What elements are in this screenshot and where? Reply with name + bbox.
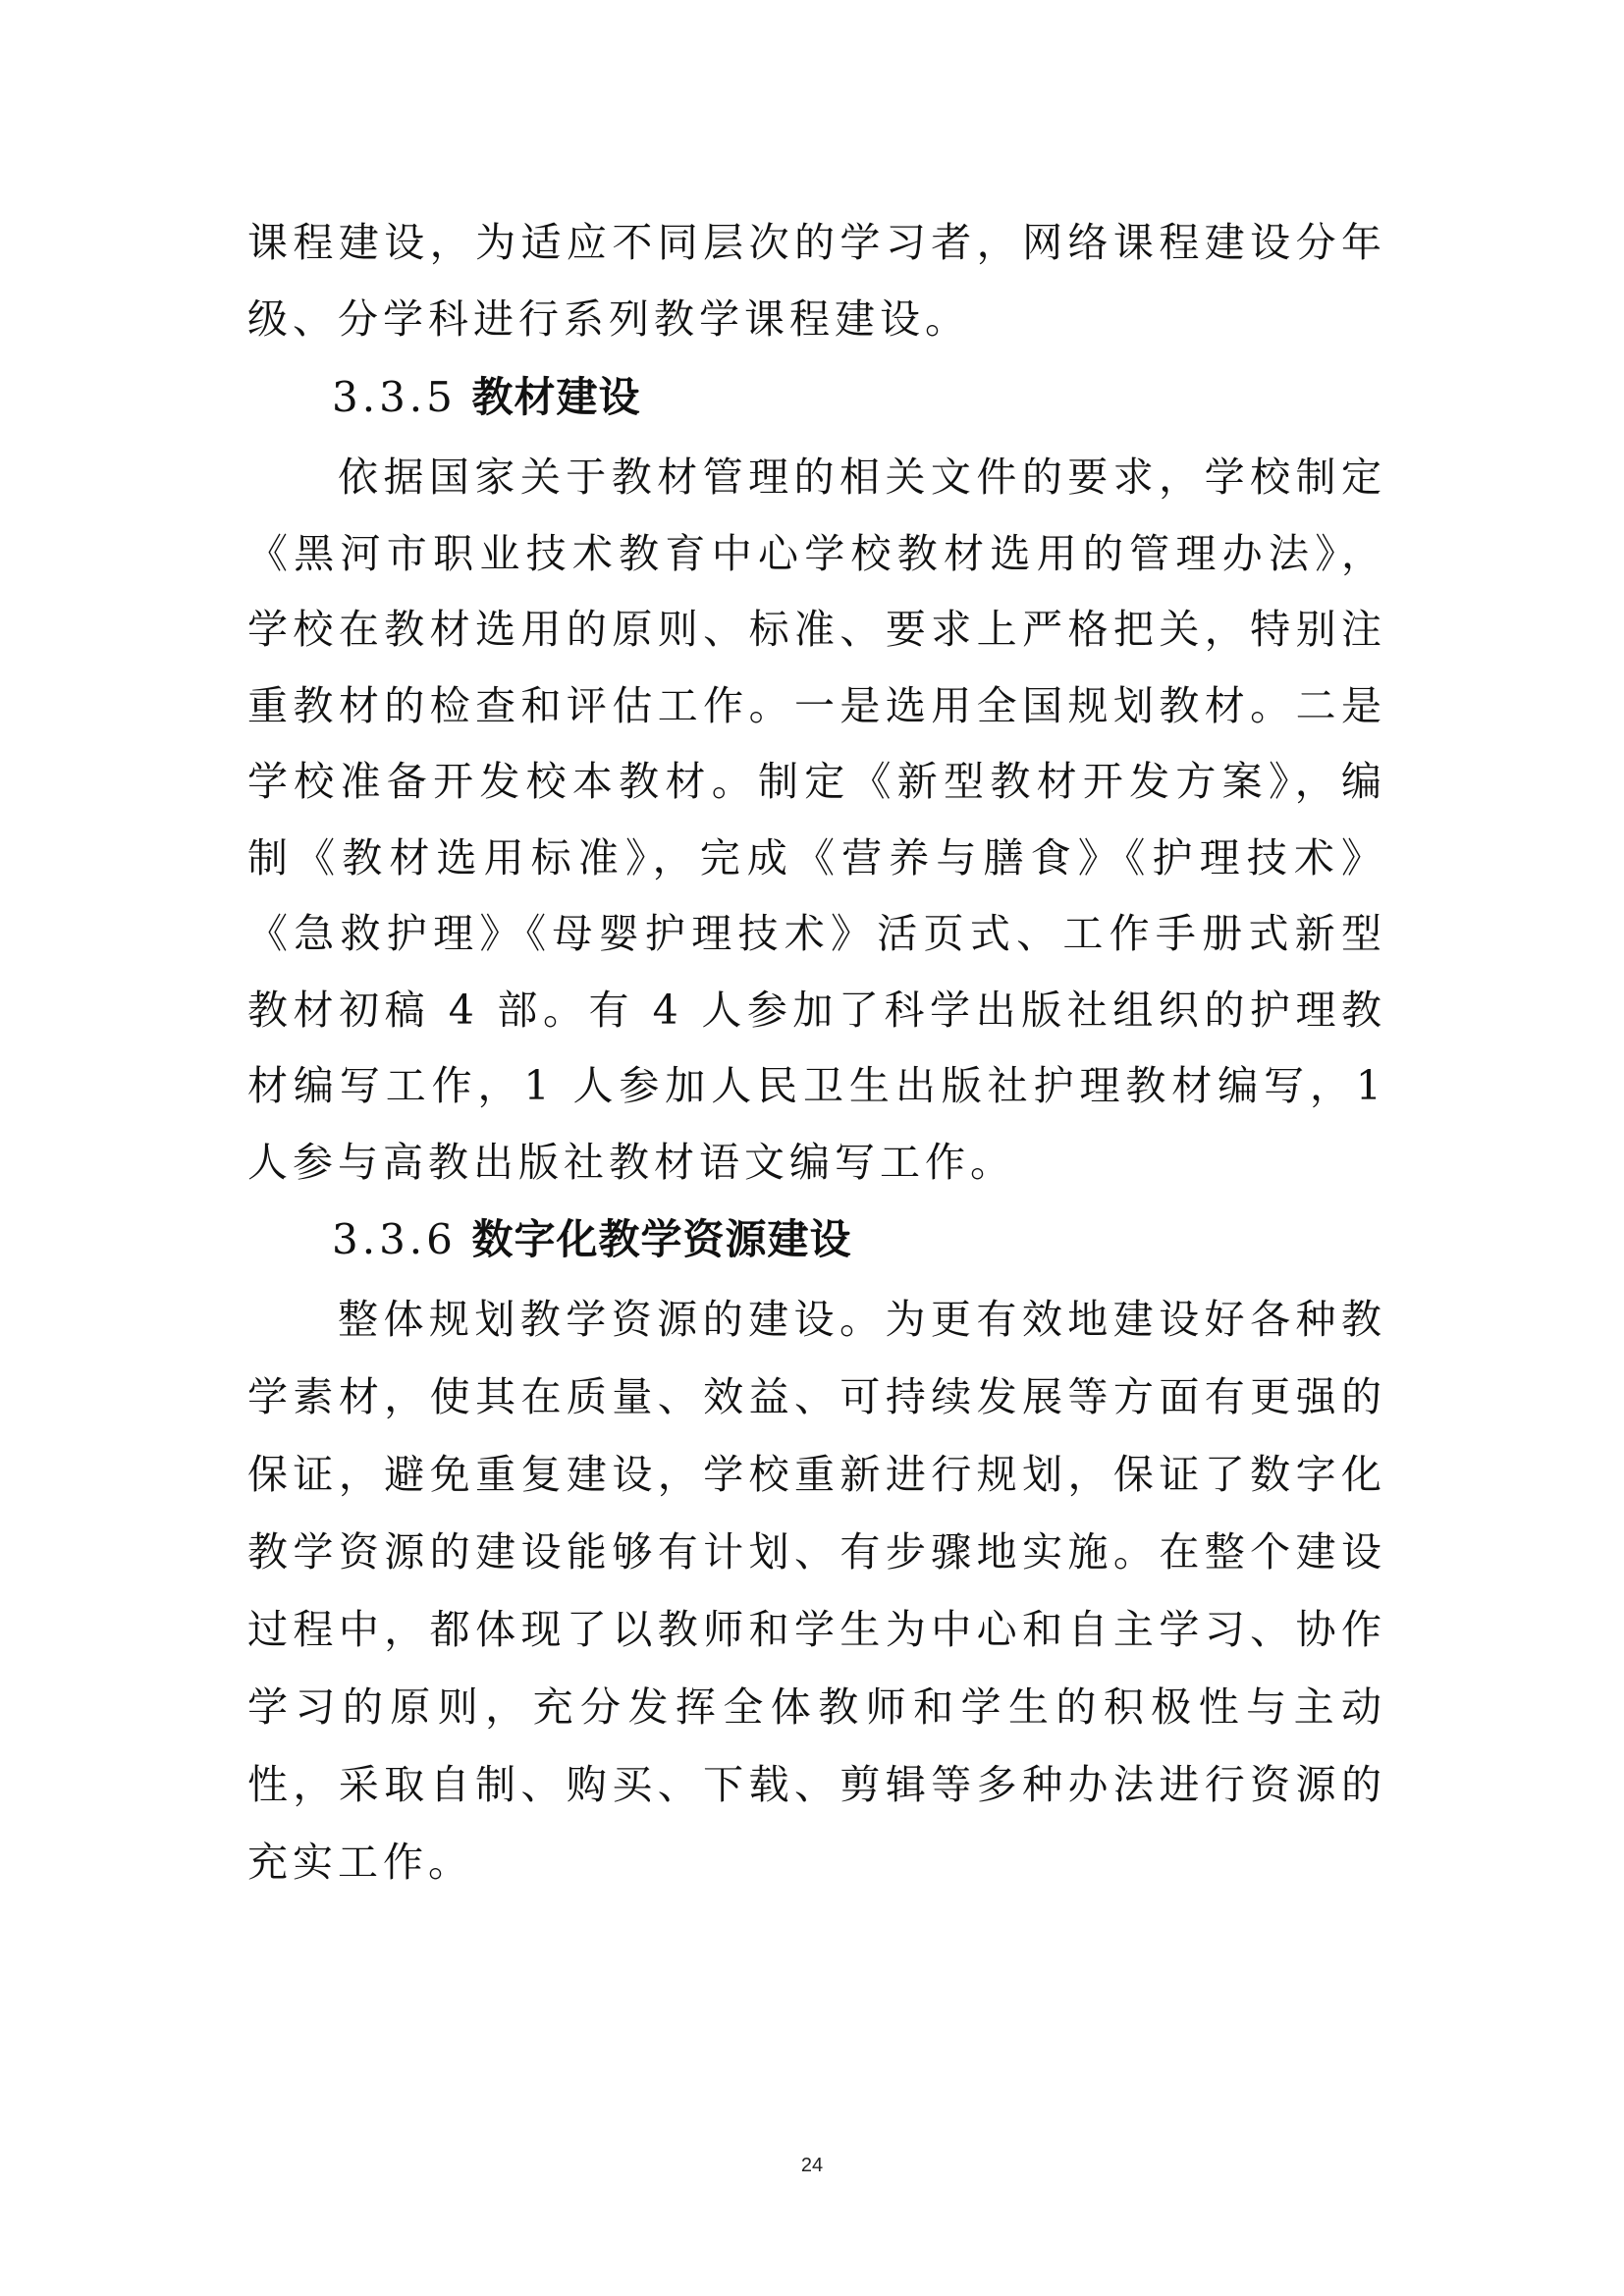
page-number: 24 [800, 2155, 824, 2176]
section-number: 3.3.5 [332, 373, 457, 421]
section-title: 数字化教学资源建设 [471, 1215, 852, 1263]
section-title: 教材建设 [471, 373, 641, 421]
paragraph-textbook-construction: 依据国家关于教材管理的相关文件的要求，学校制定《黑河市职业技术教育中心学校教材选用的管理办法》，学校在教材选用的原则、标准、要求上严格把关，特别注重教材的检查和评估工作。一是选用全国规划教材。二是学校准备开发校本教材。制定《新型教材开发方案》，编制《教材选用标准》，完成《营养与膳食》《护理技术》《急救护理》《母婴护理技术》活页式、工作手册式新型教材初稿 4 部。有 4 人参加了科学出版社组织的护理教材编写工作，1 人参加人民卫生出版社护理教材编写，1 人参与高教出版社教材语文编写工作。 [247, 454, 1386, 1186]
section-heading-digital-resources [332, 1210, 852, 1269]
paragraph-course-construction-continuation: 课程建设，为适应不同层次的学习者，网络课程建设分年级、分学科进行系列教学课程建设。 [247, 219, 1386, 343]
section-heading-textbook-construction [332, 368, 641, 427]
section-number: 3.3.6 [332, 1215, 457, 1263]
paragraph-digital-resources: 整体规划教学资源的建设。为更有效地建设好各种教学素材，使其在质量、效益、可持续发展等方面有更强的保证，避免重复建设，学校重新进行规划，保证了数字化教学资源的建设能够有计划、有步骤地实施。在整个建设过程中，都体现了以教师和学生为中心和自主学习、协作学习的原则，充分发挥全体教师和学生的积极性与主动性，采取自制、购买、下载、剪辑等多种办法进行资源的充实工作。 [247, 1296, 1386, 1886]
